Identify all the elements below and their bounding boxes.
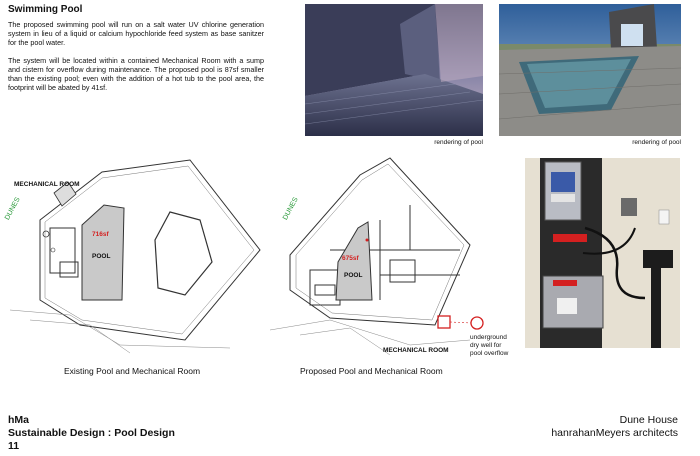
rendering-caption-2: rendering of pool bbox=[632, 139, 681, 146]
paragraph-2: The system will be located within a contained Mechanical Room with a sump and cistern for overflow during maintenance. The proposed pool is 87sf smaller than the existing pool; even with the addition of a hot tub to the pool area, the footprint will be abated by 41sf. bbox=[8, 56, 264, 92]
existing-dunes-label: DUNES bbox=[4, 196, 22, 222]
equipment-photo bbox=[525, 158, 680, 348]
proposed-pool-label: POOL bbox=[344, 272, 363, 279]
footer-org: hMa bbox=[8, 414, 29, 426]
drywell-label-line-2: dry well for bbox=[470, 342, 502, 349]
drywell-label bbox=[470, 334, 508, 358]
drywell-label-line-3: pool overflow bbox=[470, 350, 509, 357]
footer-page-number: 11 bbox=[8, 440, 20, 452]
pool-rendering-2 bbox=[499, 4, 681, 136]
proposed-plan-drawing bbox=[270, 150, 510, 355]
proposed-area-label: 675sf bbox=[342, 255, 359, 262]
existing-mech-room-label: MECHANICAL ROOM bbox=[14, 181, 80, 188]
footer-firm: hanrahanMeyers architects bbox=[551, 427, 678, 439]
footer-right bbox=[551, 414, 678, 440]
existing-area-label: 716sf bbox=[92, 231, 109, 238]
paragraph-1: The proposed swimming pool will run on a salt water UV chlorine generation system in lieu of a liquid or calcium hypochloride feed system as base sanitzer for the pool water. bbox=[8, 20, 264, 47]
footer-project: Dune House bbox=[619, 414, 678, 426]
existing-plan-caption: Existing Pool and Mechanical Room bbox=[64, 366, 201, 376]
rendering-caption-1: rendering of pool bbox=[434, 139, 483, 146]
proposed-mech-room-label: MECHANICAL ROOM bbox=[383, 347, 449, 354]
page-title: Swimming Pool bbox=[8, 4, 83, 15]
footer-subject: Sustainable Design : Pool Design bbox=[8, 427, 175, 439]
proposed-dunes-label: DUNES bbox=[282, 196, 300, 222]
proposed-plan-caption: Proposed Pool and Mechanical Room bbox=[300, 366, 443, 376]
footer-left bbox=[8, 414, 175, 453]
drywell-label-line-1: underground bbox=[470, 334, 507, 341]
pool-rendering-1 bbox=[305, 4, 483, 136]
existing-pool-label: POOL bbox=[92, 253, 111, 260]
